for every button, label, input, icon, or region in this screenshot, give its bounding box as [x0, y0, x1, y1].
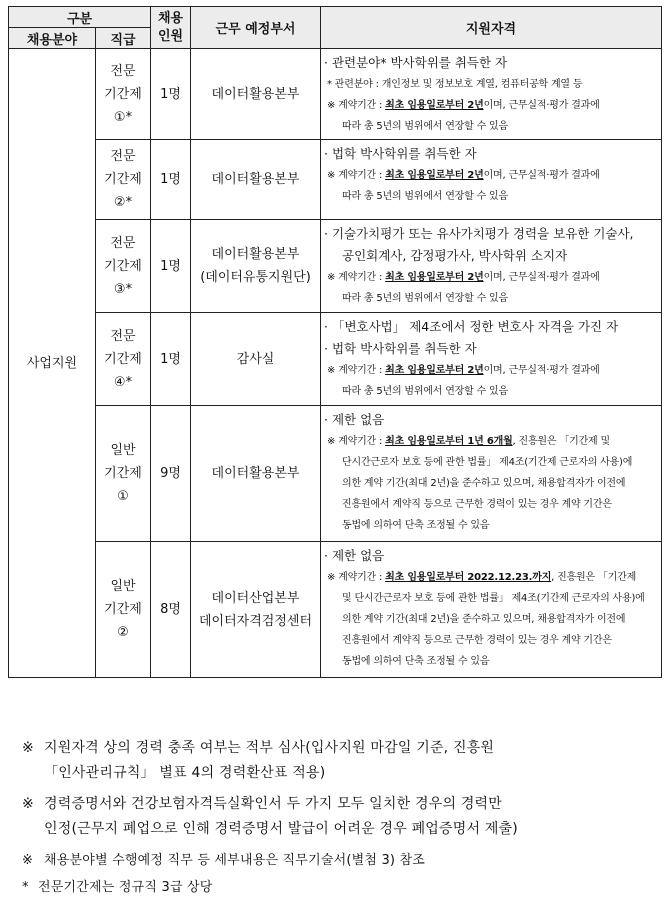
- qualification-line: [324, 143, 657, 165]
- qualification-line: [324, 473, 657, 494]
- note-marker: ※: [22, 853, 34, 868]
- qualification-text: 이며, 근무실적·평가 결과에: [483, 170, 600, 181]
- contract-period-highlight: 최초 임용일로부터 1년 6개월: [385, 436, 513, 447]
- qualification-line: [324, 381, 657, 402]
- rank-line: 전문: [110, 328, 136, 344]
- header-group: 구분: [9, 7, 151, 28]
- rank-line: ①: [117, 489, 129, 504]
- contract-period-highlight: 최초 임용일로부터 2년: [385, 170, 484, 181]
- qualification-line: [324, 545, 657, 567]
- note-line: 인정(근무지 폐업으로 인해 경력증명서 발급이 어려운 경우 폐업증명서 제출): [44, 821, 518, 837]
- qualification-text: 이며, 근무실적·평가 결과에: [483, 100, 600, 111]
- note-line: 전문기간제는 정규직 3급 상당: [38, 880, 213, 895]
- rank-line: 기간제: [104, 86, 142, 102]
- rank-line: ②*: [113, 195, 133, 210]
- qualification-text: 따라 총 5년의 범위에서 연장할 수 있음: [342, 386, 508, 397]
- qualification-cell: [321, 220, 662, 313]
- qualification-text: · 법학 박사학위를 취득한 자: [324, 146, 477, 161]
- qualification-line: [324, 186, 657, 207]
- contract-period-highlight: 최초 임용일로부터 2년: [385, 100, 484, 111]
- note-line: 채용분야별 수행예정 직무 등 세부내용은 직무기술서(별첨 3) 참조: [44, 853, 426, 868]
- qualification-line: [324, 651, 657, 672]
- contract-period-highlight: 최초 임용일로부터 2년: [385, 365, 484, 376]
- qualification-line: [324, 223, 657, 245]
- qualification-cell: [321, 49, 662, 140]
- qualification-line: [324, 74, 657, 95]
- field-cell: 사업지원: [9, 49, 96, 678]
- qualification-text: ※ 계약기간 :: [327, 365, 386, 376]
- header-dept: 근무 예정부서: [191, 7, 321, 49]
- headcount-cell: 8명: [151, 542, 191, 678]
- rank-line: 기간제: [104, 258, 142, 274]
- rank-cell: [96, 313, 151, 406]
- qualification-text: ※ 계약기간 :: [327, 572, 386, 583]
- note-line: 경력증명서와 건강보험자격득실확인서 두 가지 모두 일치한 경우의 경력만: [44, 796, 502, 812]
- dept-cell: [191, 542, 321, 678]
- note-item: [22, 848, 662, 873]
- dept-cell: [191, 313, 321, 406]
- note-marker: ※: [22, 796, 34, 812]
- qualification-text: 진흥원에서 계약직 등으로 근무한 경력이 있는 경우 계약 기간은: [342, 635, 612, 646]
- rank-line: 기간제: [104, 602, 142, 617]
- qualification-line: [324, 245, 657, 267]
- qualification-text: * 관련분야 : 개인정보 및 정보보호 계열, 컴퓨터공학 계열 등: [327, 79, 583, 90]
- qualification-text: , 진흥원은 「기간제 및: [512, 436, 610, 447]
- dept-line: 데이터자격검정센터: [198, 613, 313, 629]
- rank-cell: [96, 49, 151, 140]
- table-row: [9, 140, 662, 220]
- qualification-text: 진흥원에서 계약직 등으로 근무한 경력이 있는 경우 계약 기간은: [342, 499, 612, 510]
- qualification-text: ※ 계약기간 :: [327, 170, 386, 181]
- qualification-line: [324, 360, 657, 381]
- qualification-text: 동법에 의하여 단축 조정될 수 있음: [342, 656, 490, 667]
- qualification-line: [324, 567, 657, 588]
- rank-cell: [96, 140, 151, 220]
- contract-period-highlight: 최초 임용일로부터 2년: [385, 272, 484, 283]
- qualification-text: 따라 총 5년의 범위에서 연장할 수 있음: [342, 293, 508, 304]
- qualification-line: [324, 267, 657, 288]
- qualification-line: [324, 431, 657, 452]
- note-marker: *: [22, 880, 29, 895]
- qualification-text: · 법학 박사학위를 취득한 자: [324, 341, 477, 356]
- dept-line: 데이터활용본부: [211, 86, 300, 102]
- rank-line: ④*: [113, 374, 133, 390]
- headcount-cell: 1명: [151, 49, 191, 140]
- dept-line: 데이터산업본부: [211, 590, 300, 606]
- qualification-line: [324, 316, 657, 338]
- table-row: [9, 220, 662, 313]
- qualification-cell: [321, 313, 662, 406]
- rank-line: 일반: [110, 443, 136, 458]
- qualification-line: [324, 494, 657, 515]
- table-body: [9, 49, 662, 678]
- headcount-cell: 1명: [151, 220, 191, 313]
- qualification-text: · 「변호사법」 제4조에서 정한 변호사 자격을 가진 자: [324, 319, 619, 334]
- header-field: 채용분야: [9, 28, 96, 49]
- qualification-line: [324, 95, 657, 116]
- dept-cell: [191, 406, 321, 542]
- rank-cell: [96, 406, 151, 542]
- qualification-line: [324, 116, 657, 137]
- qualification-text: ※ 계약기간 :: [327, 272, 386, 283]
- rank-line: ③*: [113, 281, 133, 297]
- recruitment-table: [8, 6, 662, 678]
- table-row: [9, 49, 662, 140]
- rank-line: 기간제: [104, 351, 142, 367]
- note-item: [22, 875, 662, 900]
- dept-line: (데이터유통지원단): [200, 270, 311, 285]
- rank-line: 전문: [110, 149, 136, 164]
- qualification-text: 따라 총 5년의 범위에서 연장할 수 있음: [342, 121, 508, 132]
- notes-section: [22, 736, 662, 906]
- dept-cell: [191, 220, 321, 313]
- rank-cell: [96, 220, 151, 313]
- headcount-cell: 9명: [151, 406, 191, 542]
- qualification-line: [324, 515, 657, 536]
- dept-line: 감사실: [236, 351, 275, 367]
- qualification-text: 단시간근로자 보호 등에 관한 법률」 제4조(기간제 근로자의 사용)에: [342, 457, 633, 468]
- header-headcount: 채용 인원: [151, 7, 191, 49]
- qualification-text: ※ 계약기간 :: [327, 100, 386, 111]
- headcount-cell: 1명: [151, 313, 191, 406]
- header-qualification: 지원자격: [321, 7, 662, 49]
- note-item: [22, 792, 662, 842]
- header-rank: 직급: [96, 28, 151, 49]
- qualification-line: [324, 165, 657, 186]
- rank-line: ①*: [113, 109, 133, 125]
- qualification-line: [324, 630, 657, 651]
- qualification-cell: [321, 542, 662, 678]
- qualification-text: ※ 계약기간 :: [327, 436, 386, 447]
- qualification-text: 의한 계약 기간(최대 2년)을 준수하고 있으며, 채용합격자가 이전에: [342, 614, 626, 625]
- qualification-text: · 제한 없음: [324, 548, 385, 563]
- qualification-text: 따라 총 5년의 범위에서 연장할 수 있음: [342, 191, 508, 202]
- qualification-text: · 제한 없음: [324, 412, 385, 427]
- rank-line: 전문: [110, 63, 136, 79]
- note-line: 지원자격 상의 경력 충족 여부는 적부 심사(입사지원 마감일 기준, 진흥원: [44, 740, 495, 756]
- headcount-cell: 1명: [151, 140, 191, 220]
- rank-cell: [96, 542, 151, 678]
- rank-line: 기간제: [104, 172, 142, 187]
- qualification-line: [324, 409, 657, 431]
- qualification-cell: [321, 140, 662, 220]
- qualification-text: 이며, 근무실적·평가 결과에: [483, 272, 600, 283]
- contract-period-highlight: 최초 임용일로부터 2022.12.23.까지: [385, 572, 552, 583]
- qualification-line: [324, 338, 657, 360]
- qualification-cell: [321, 406, 662, 542]
- rank-line: 기간제: [104, 466, 142, 481]
- qualification-text: 동법에 의하여 단축 조정될 수 있음: [342, 520, 490, 531]
- qualification-text: 및 단시간근로자 보호 등에 관한 법률」 제4조(기간제 근로자의 사용)에: [342, 593, 645, 604]
- table-row: [9, 406, 662, 542]
- dept-line: 데이터활용본부: [211, 466, 300, 481]
- note-item: [22, 736, 662, 786]
- qualification-text: 이며, 근무실적·평가 결과에: [483, 365, 600, 376]
- rank-line: 전문: [110, 235, 136, 251]
- qualification-line: [324, 52, 657, 74]
- qualification-text: 공인회계사, 감정평가사, 박사학위 소지자: [342, 248, 568, 263]
- qualification-text: 의한 계약 기간(최대 2년)을 준수하고 있으며, 채용합격자가 이전에: [342, 478, 626, 489]
- dept-line: 데이터활용본부: [211, 172, 300, 187]
- rank-line: 일반: [110, 579, 136, 594]
- qualification-line: [324, 609, 657, 630]
- qualification-line: [324, 452, 657, 473]
- table-row: [9, 542, 662, 678]
- note-line: 「인사관리규칙」 별표 4의 경력환산표 적용): [44, 765, 326, 781]
- dept-line: 데이터활용본부: [211, 247, 300, 262]
- dept-cell: [191, 140, 321, 220]
- qualification-line: [324, 288, 657, 309]
- note-marker: ※: [22, 740, 34, 756]
- table-row: [9, 313, 662, 406]
- qualification-text: , 진흥원은 「기간제: [551, 572, 637, 583]
- qualification-text: · 기술가치평가 또는 유사가치평가 경력을 보유한 기술사,: [324, 226, 634, 241]
- dept-cell: [191, 49, 321, 140]
- qualification-line: [324, 588, 657, 609]
- qualification-text: · 관련분야* 박사학위를 취득한 자: [324, 55, 508, 70]
- rank-line: ②: [117, 625, 129, 640]
